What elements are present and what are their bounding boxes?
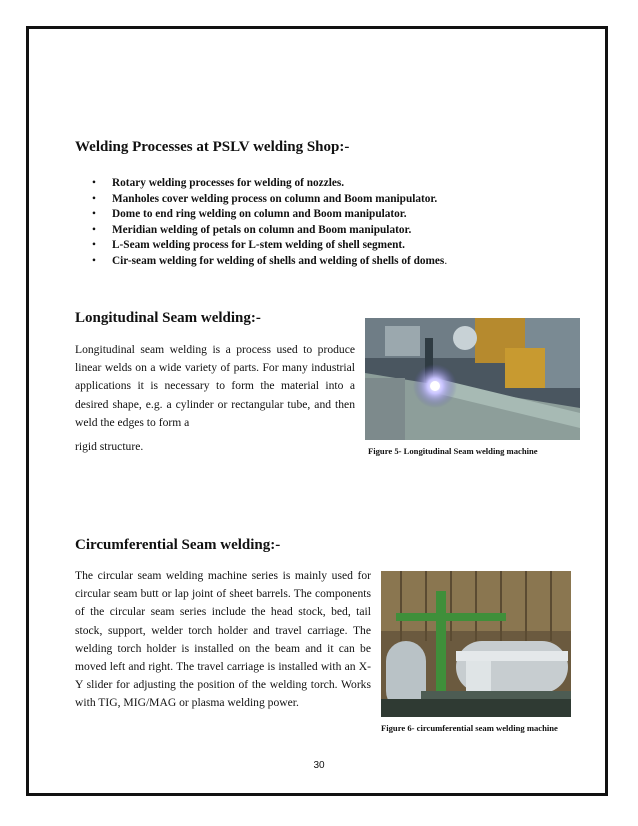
circumferential-seam-machine-photo: [381, 571, 571, 717]
list-item: • L-Seam welding process for L-stem welding of shell segment.: [92, 238, 447, 254]
list-item: • Rotary welding processes for welding of nozzles.: [92, 176, 447, 192]
list-item: • Dome to end ring welding on column and Boom manipulator.: [92, 207, 447, 223]
longitudinal-seam-machine-photo: [365, 318, 580, 440]
list-item: • Cir-seam welding for welding of shells and welding of shells of domes.: [92, 254, 447, 270]
bullet-icon: •: [92, 239, 96, 252]
bullet-icon: •: [92, 223, 96, 236]
bullet-icon: •: [92, 177, 96, 189]
figure-5-caption: Figure 5- Longitudinal Seam welding machine: [368, 446, 538, 456]
section-heading-longitudinal: Longitudinal Seam welding:-: [75, 310, 261, 326]
bullet-icon: •: [92, 208, 96, 221]
figure-6-caption: Figure 6- circumferential seam welding machine: [381, 723, 558, 733]
circumferential-paragraph: The circular seam welding machine series is mainly used for circular seam butt or lap joint of sheet barrels. The components of the circular seam series include the head stock, bed, tail stock, support, welder torch holder and travel carriage. The welding torch holder is installed on the beam and it can be moved left and right. The travel carriage is installed with an X-Y slider for adjusting the position of the welding torch. Works with TIG, MIG/MAG or plasma welding power.: [75, 569, 371, 710]
section-heading-circumferential: Circumferential Seam welding:-: [75, 537, 281, 553]
bullet-icon: •: [92, 192, 96, 205]
section-heading-welding-processes: Welding Processes at PSLV welding Shop:-: [75, 139, 350, 155]
page-number: 30: [313, 760, 325, 771]
bullet-icon: •: [92, 254, 96, 267]
welding-processes-list: [92, 176, 447, 270]
longitudinal-paragraph-end: rigid structure.: [75, 440, 144, 453]
list-item: • Meridian welding of petals on column and Boom manipulator.: [92, 223, 447, 239]
longitudinal-paragraph: Longitudinal seam welding is a process used to produce linear welds on a wide variety of parts. For many industrial applications it is necessary to form the material into a desired shape, e.g. a cylinder or rectangular tube, and then weld the edges to form a: [75, 343, 355, 429]
list-item: • Manholes cover welding process on column and Boom manipulator.: [92, 192, 447, 208]
